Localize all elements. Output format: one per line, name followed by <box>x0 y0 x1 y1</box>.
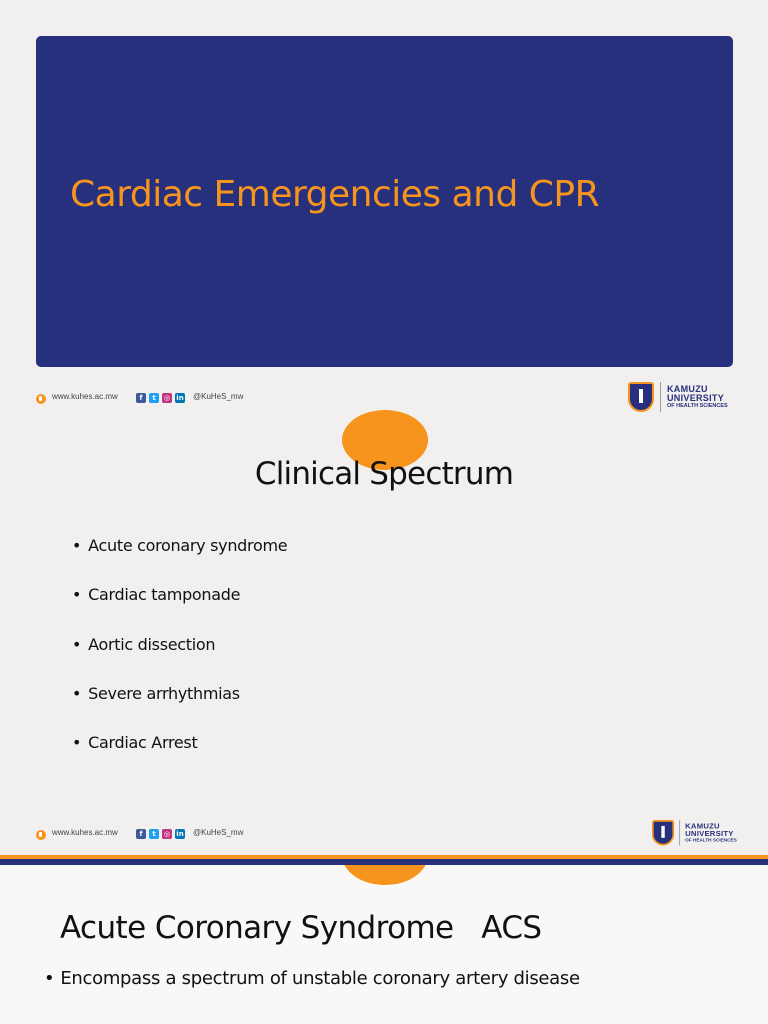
logo-text <box>685 822 737 843</box>
list-item: • Cardiac tamponade <box>72 585 287 634</box>
logo-divider <box>679 820 680 846</box>
linkedin-icon[interactable]: in <box>176 830 184 838</box>
linkedin-icon[interactable]: in <box>176 394 184 402</box>
logo-line-1: KAMUZU <box>685 821 720 830</box>
social-icons <box>136 393 185 403</box>
logo-line-3: OF HEALTH SCIENCES <box>685 837 737 843</box>
list-item: • Cardiac Arrest <box>72 733 287 782</box>
facebook-icon[interactable]: f <box>136 829 146 839</box>
twitter-icon[interactable]: t <box>149 829 159 839</box>
website-url[interactable]: www.kuhes.ac.mw <box>52 828 118 837</box>
slide-title: Cardiac Emergencies and CPR <box>70 174 600 215</box>
instagram-icon[interactable]: ◎ <box>163 830 171 838</box>
list-item: • Severe arrhythmias <box>72 684 287 733</box>
section-heading: Acute Coronary Syndrome ACS <box>60 910 542 946</box>
section-heading: Clinical Spectrum <box>254 456 514 492</box>
social-icons <box>136 829 185 839</box>
facebook-icon[interactable]: f <box>136 393 146 403</box>
bullet-list <box>72 536 287 782</box>
logo-text <box>667 385 728 410</box>
logo-line-3: OF HEALTH SCIENCES <box>667 402 728 409</box>
twitter-icon[interactable]: t <box>149 393 159 403</box>
location-icon <box>36 394 46 404</box>
title-slide-panel <box>36 36 733 367</box>
crest-icon <box>652 820 674 846</box>
logo-line-2: UNIVERSITY <box>685 829 734 838</box>
logo-line-1: KAMUZU <box>667 383 708 394</box>
university-logo <box>628 382 728 412</box>
logo-line-2: UNIVERSITY <box>667 393 725 404</box>
list-item: • Acute coronary syndrome <box>72 536 287 585</box>
location-icon <box>36 830 46 840</box>
logo-divider <box>660 382 661 412</box>
website-url[interactable]: www.kuhes.ac.mw <box>52 392 118 401</box>
instagram-icon[interactable]: ◎ <box>163 394 171 402</box>
university-logo <box>652 820 737 846</box>
list-item: • Encompass a spectrum of unstable coronary artery disease <box>44 968 580 989</box>
social-handle: @KuHeS_mw <box>193 392 244 401</box>
slide-footer <box>0 816 768 856</box>
crest-icon <box>628 382 654 412</box>
list-item: • Aortic dissection <box>72 635 287 684</box>
social-handle: @KuHeS_mw <box>193 828 244 837</box>
